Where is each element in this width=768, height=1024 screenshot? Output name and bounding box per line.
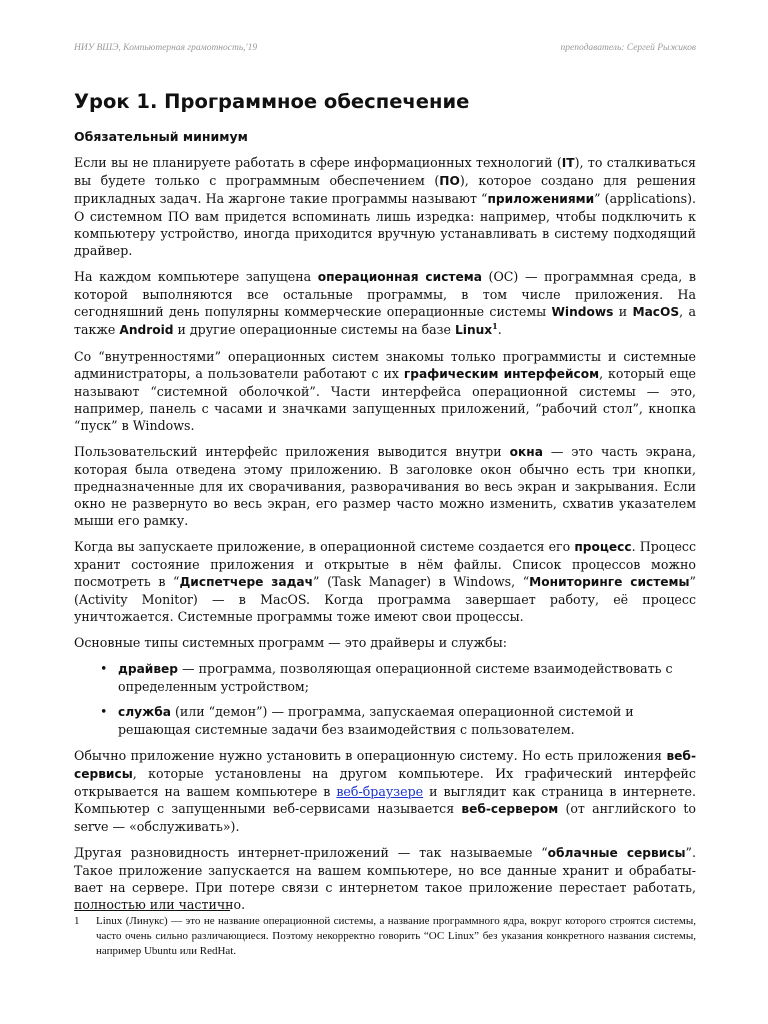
- header-course: НИУ ВШЭ, Компьютерная грамотность,'19: [74, 43, 258, 53]
- bullet-icon: •: [100, 661, 108, 676]
- page-header: [74, 43, 696, 57]
- list-item-service: • служба (или “демон”) — программа, запускаемая операционной системой и решающая системные задачи без взаимодействия с пользователем.: [100, 704, 634, 737]
- document-body: [74, 154, 696, 922]
- paragraph-cloud: Другая разновидность интернет-приложений — так называемые “облачные сервисы”. Такое приложение запускается на вашем компьютере, но все данные хранит и обрабатывает на сервере. При потере связи с интернетом такое приложение перестает работать, полностью или частично.: [74, 845, 696, 912]
- footnote-number: 1: [74, 915, 80, 927]
- list-item-driver: • драйвер — программа, позволяющая операционной системе взаимодействовать с определенным устройством;: [100, 661, 673, 694]
- footnote-text: Linux (Линукс) — это не название операционной системы, а название программного ядра, вокруг которого строятся системы, часто очень сильно различающиеся. Поэтому некорректно говорить “ОС Linux” без указания конкретного названия системы, например Ubuntu или RedHat.: [96, 915, 696, 957]
- header-teacher: преподаватель: Сергей Рыжиков: [560, 43, 696, 53]
- paragraph-process: Когда вы запускаете приложение, в операционной системе создается его процесс. Процесс хранит состояние приложения и открытые в нём файлы. Список процессов можно посмотреть в “Диспетчере задач” (Task Manager) в Windows, “Мониторинге системы” (Activity Monitor) — в MacOS. Когда программа завершает работу, её процесс уничтожается. Системные программы тоже имеют свои процессы.: [74, 539, 696, 624]
- paragraph-system-types: Основные типы системных программ — это драйверы и службы:: [74, 635, 507, 650]
- system-program-list: [74, 660, 696, 738]
- paragraph-software: Если вы не планируете работать в сфере информационных технологий (IT), то сталкиваться вы будете только с программным обеспечением (ПО), которое создано для решения прикладных задач. На жаргоне такие программы называют “приложениями” (applications). О системном ПО вам придется вспоминать лишь изредка: например, чтобы подключить к компьютеру устройство, иногда приходится вручную устанавливать в систему подходящий драйвер.: [74, 155, 696, 258]
- web-browser-link[interactable]: веб-браузере: [336, 784, 424, 799]
- footnote: [74, 914, 696, 959]
- footnote-divider: [74, 910, 230, 911]
- bullet-icon: •: [100, 704, 108, 719]
- paragraph-os: На каждом компьютере запущена операционная система (ОС) — программная среда, в которой выполняются все остальные программы, в том числе приложения. На сегодняшний день популярны коммерческие операционные системы Windows и MacOS, а также Android и другие операционные системы на базе Linux$^1$.: [74, 269, 696, 337]
- paragraph-interface: Со “внутренностями” операционных систем знакомы только программисты и системные администраторы, а пользователи работают с их графическим интерфейсом, который еще называют “системной оболочкой”. Части интерфейса операционной системы — это, например, панель с часами и значками запущенных приложений, “рабочий стол”, кнопка “пуск” в Windows.: [74, 349, 697, 433]
- paragraph-web-services: Обычно приложение нужно установить в операционную систему. Но есть приложения веб-сервисы, которые установлены на другом компьютере. Их графический интерфейс открывается на вашем компьютере в веб-браузере и выглядит как страница в интернете. Компьютер с запущенными веб-сервисами называется веб-сервером (от английского to serve — «обслуживать»).: [74, 748, 696, 834]
- page-title: Урок 1. Программное обеспечение: [74, 90, 470, 113]
- footnote-ref[interactable]: 1: [492, 320, 498, 331]
- section-subtitle: Обязательный минимум: [74, 129, 248, 144]
- paragraph-window: Пользовательский интерфейс приложения выводится внутри окна — это часть экрана, которая была отведена этому приложению. В заголовке окон обычно есть три кнопки, предназначенные для их сворачивания, разворачивания во весь экран и закрывания. Если окно не развернуто во весь экран, его размер часто можно изменить, схватив указателем мыши его рамку.: [74, 444, 696, 528]
